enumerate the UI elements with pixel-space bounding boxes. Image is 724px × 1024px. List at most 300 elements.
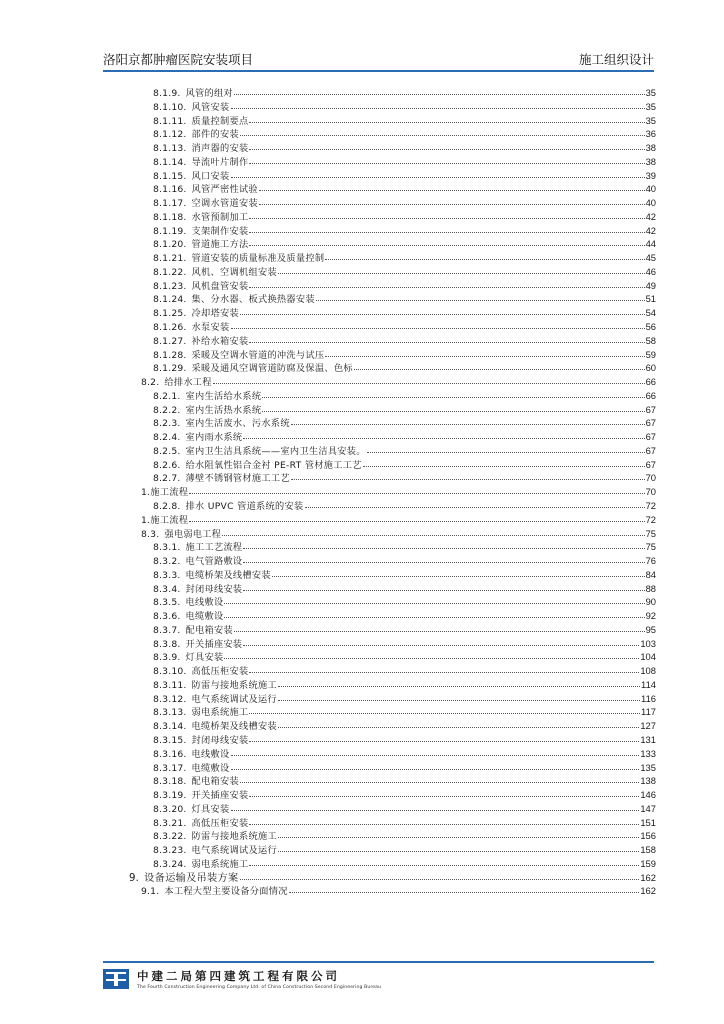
toc-entry-title: 电线敷设 — [191, 748, 230, 760]
toc-entry-title: 开关插座安装 — [185, 638, 243, 650]
toc-leader-dots — [243, 637, 639, 646]
toc-entry-page: 51 — [645, 293, 656, 305]
toc-leader-dots — [249, 237, 644, 246]
toc-entry[interactable] — [103, 458, 656, 472]
toc-entry-title: 风管严密性试验 — [191, 184, 258, 196]
company-name-block — [137, 968, 381, 990]
toc-entry-page: 133 — [640, 747, 656, 759]
toc-leader-dots — [278, 692, 640, 701]
toc-leader-dots — [213, 375, 645, 384]
toc-entry-page: 162 — [640, 871, 656, 883]
header-project-title: 洛阳京都肿瘤医院安装项目 — [103, 52, 254, 67]
toc-entry-number: 8.1.12. — [153, 129, 187, 141]
toc-entry-number: 8.2.3. — [153, 418, 181, 430]
toc-entry-title: 质量控制要点 — [191, 115, 249, 127]
toc-entry-number: 8.3. — [141, 528, 160, 540]
toc-entry[interactable] — [103, 623, 656, 637]
toc-entry-number: 8.3.24. — [153, 858, 187, 870]
toc-entry[interactable] — [103, 169, 656, 183]
toc-entry-page: 67 — [645, 431, 656, 443]
toc-entry-number: 8.3.13. — [153, 707, 187, 719]
toc-entry[interactable] — [103, 705, 656, 719]
toc-entry-title: 导流叶片制作 — [191, 156, 249, 168]
toc-entry-title: 薄壁不锈钢管材施工工艺 — [185, 473, 290, 485]
toc-entry[interactable] — [103, 375, 656, 389]
toc-entry-title: 电缆敷设 — [191, 762, 230, 774]
toc-leader-dots — [249, 816, 639, 825]
toc-leader-dots — [224, 595, 644, 604]
toc-entry-title: 封闭母线安装 — [191, 734, 249, 746]
page-footer — [103, 961, 654, 989]
toc-entry-title: 配电箱安装 — [191, 776, 239, 788]
toc-entry-number: 8.3.18. — [153, 776, 187, 788]
toc-entry[interactable] — [103, 416, 656, 430]
toc-leader-dots — [249, 733, 639, 742]
toc-entry-title: 风管安装 — [191, 101, 230, 113]
toc-entry[interactable] — [103, 664, 656, 678]
toc-entry-number: 8.3.3. — [153, 569, 181, 581]
toc-entry-number: 8.1.18. — [153, 211, 187, 223]
toc-entry-number: 8.1.20. — [153, 239, 187, 251]
toc-entry-title: 补给水箱安装 — [191, 335, 249, 347]
toc-leader-dots — [231, 747, 640, 756]
toc-entry[interactable] — [103, 609, 656, 623]
toc-entry-title: 排水 UPVC 管道系统的安装 — [185, 500, 304, 512]
toc-entry-page: 67 — [645, 403, 656, 415]
toc-entry-number: 8.1.10. — [153, 101, 187, 113]
toc-entry-title: 冷却塔安装 — [191, 308, 239, 320]
toc-entry[interactable] — [103, 100, 656, 114]
toc-entry-page: 35 — [645, 87, 656, 98]
toc-entry-number: 8.1.21. — [153, 253, 187, 265]
toc-entry-title: 电气管路敷设 — [185, 556, 243, 568]
toc-entry[interactable] — [103, 86, 656, 100]
company-logo-icon — [103, 969, 129, 989]
toc-leader-dots — [243, 540, 644, 549]
toc-entry-number: 8.1.11. — [153, 115, 187, 127]
toc-entry-number: 8.3.12. — [153, 693, 187, 705]
toc-entry[interactable] — [103, 678, 656, 692]
toc-entry-page: 88 — [645, 582, 656, 594]
toc-entry-title: 室内生活给水系统 — [185, 390, 262, 402]
toc-leader-dots — [367, 444, 645, 453]
toc-leader-dots — [278, 843, 639, 852]
toc-entry-page: 67 — [645, 417, 656, 429]
toc-entry-page: 158 — [640, 844, 656, 856]
toc-entry[interactable] — [103, 513, 656, 527]
toc-entry[interactable] — [103, 802, 656, 816]
toc-entry-page: 95 — [645, 623, 656, 635]
toc-entry-title: 灯具安装 — [185, 652, 224, 664]
toc-entry[interactable] — [103, 540, 656, 554]
toc-entry-title: 电气系统调试及运行 — [191, 693, 277, 705]
toc-entry[interactable] — [103, 430, 656, 444]
toc-leader-dots — [278, 829, 639, 838]
toc-entry-page: 44 — [645, 238, 656, 250]
toc-entry-title: 本工程大型主要设备分面情况 — [164, 886, 288, 898]
toc-leader-dots — [240, 306, 645, 315]
toc-entry[interactable] — [103, 595, 656, 609]
toc-leader-dots — [231, 761, 640, 770]
toc-entry[interactable] — [103, 719, 656, 733]
header-doc-title: 施工组织设计 — [578, 52, 654, 67]
toc-entry-page: 38 — [645, 155, 656, 167]
toc-entry-title: 强电弱电工程 — [164, 528, 222, 540]
toc-entry-page: 92 — [645, 610, 656, 622]
toc-entry[interactable] — [103, 265, 656, 279]
toc-entry-title: 给排水工程 — [164, 377, 212, 389]
toc-entry[interactable] — [103, 471, 656, 485]
toc-entry[interactable] — [103, 334, 656, 348]
toc-entry-title: 管道安装的质量标准及质量控制 — [191, 253, 325, 265]
toc-leader-dots — [222, 527, 644, 536]
toc-entry-number: 8.3.15. — [153, 734, 187, 746]
toc-entry-number: 8.2. — [141, 377, 160, 389]
toc-entry[interactable] — [103, 389, 656, 403]
toc-entry-number: 8.2.5. — [153, 445, 181, 457]
toc-entry-page: 76 — [645, 555, 656, 567]
toc-entry[interactable] — [103, 306, 656, 320]
toc-entry[interactable] — [103, 237, 656, 251]
toc-entry-number: 8.3.6. — [153, 611, 181, 623]
toc-entry[interactable] — [103, 182, 656, 196]
toc-entry-page: 70 — [645, 472, 656, 484]
toc-entry-number: 8.3.7. — [153, 624, 181, 636]
toc-entry[interactable] — [103, 114, 656, 128]
toc-leader-dots — [291, 471, 645, 480]
company-name-en: The Fourth Construction Engineering Company Ltd. of China Construction Second Engineering Bureau — [137, 985, 382, 990]
toc-entry-number: 8.3.19. — [153, 790, 187, 802]
toc-entry-number: 8.1.9. — [153, 88, 181, 99]
toc-entry[interactable] — [103, 816, 656, 830]
toc-entry-page: 39 — [645, 169, 656, 181]
toc-entry-number: 8.3.22. — [153, 831, 187, 843]
toc-entry-number: 8.3.5. — [153, 597, 181, 609]
toc-entry-title: 1.施工流程 — [141, 487, 189, 499]
toc-entry-number: 8.3.21. — [153, 817, 187, 829]
toc-entry-title: 室内雨水系统 — [185, 432, 243, 444]
toc-entry[interactable] — [103, 210, 656, 224]
toc-entry-number: 8.1.16. — [153, 184, 187, 196]
toc-entry-number: 8.3.16. — [153, 748, 187, 760]
toc-entry[interactable] — [103, 127, 656, 141]
company-name-cn: 中建二局第四建筑工程有限公司 — [137, 969, 340, 983]
toc-entry[interactable] — [103, 361, 656, 375]
toc-entry-title: 防雷与接地系统施工 — [191, 831, 277, 843]
toc-entry[interactable] — [103, 196, 656, 210]
toc-entry-number: 8.1.15. — [153, 170, 187, 182]
toc-entry-title: 室内生活热水系统 — [185, 404, 262, 416]
toc-entry-page: 66 — [645, 389, 656, 401]
toc-entry-number: 8.3.9. — [153, 652, 181, 664]
toc-entry-number: 8.3.11. — [153, 679, 187, 691]
toc-leader-dots — [289, 884, 640, 893]
toc-entry-title: 1.施工流程 — [141, 514, 189, 526]
toc-leader-dots — [249, 705, 640, 714]
toc-entry-page: 75 — [645, 541, 656, 553]
toc-entry-number: 8.1.29. — [153, 363, 187, 375]
toc-entry-number: 8.3.4. — [153, 583, 181, 595]
toc-entry-title: 支架制作安装 — [191, 225, 249, 237]
toc-entry-page: 84 — [645, 568, 656, 580]
toc-leader-dots — [234, 86, 645, 95]
toc-leader-dots — [262, 403, 644, 412]
toc-leader-dots — [249, 155, 644, 164]
toc-entry-number: 8.1.19. — [153, 225, 187, 237]
toc-leader-dots — [305, 499, 645, 508]
toc-entry-page: 104 — [640, 651, 656, 663]
toc-entry-title: 集、分水器、板式换热器安装 — [191, 294, 315, 306]
toc-entry-number: 8.2.6. — [153, 459, 181, 471]
toc-entry[interactable] — [103, 843, 656, 857]
toc-entry[interactable] — [103, 485, 656, 499]
toc-entry[interactable] — [103, 884, 656, 898]
toc-entry-page: 35 — [645, 114, 656, 126]
toc-entry-title: 高低压柜安装 — [191, 666, 249, 678]
toc-leader-dots — [325, 251, 644, 260]
toc-entry-page: 156 — [640, 830, 656, 842]
toc-entry-number: 8.3.14. — [153, 721, 187, 733]
toc-leader-dots — [291, 416, 645, 425]
toc-entry-title: 开关插座安装 — [191, 790, 249, 802]
toc-entry-page: 90 — [645, 596, 656, 608]
toc-entry-number: 9.1. — [141, 886, 160, 898]
toc-entry-title: 弱电系统施工 — [191, 858, 249, 870]
toc-leader-dots — [278, 719, 639, 728]
toc-entry-title: 高低压柜安装 — [191, 817, 249, 829]
toc-entry-title: 灯具安装 — [191, 803, 230, 815]
toc-entry[interactable] — [103, 403, 656, 417]
toc-leader-dots — [249, 664, 639, 673]
toc-entry-title: 设备运输及吊装方案 — [144, 872, 239, 884]
toc-entry-number: 8.2.2. — [153, 404, 181, 416]
toc-entry-title: 电线敷设 — [185, 597, 224, 609]
toc-leader-dots — [243, 554, 644, 563]
toc-entry-number: 8.3.8. — [153, 638, 181, 650]
toc-entry-title: 弱电系统施工 — [191, 707, 249, 719]
toc-entry[interactable] — [103, 224, 656, 238]
toc-entry-page: 59 — [645, 348, 656, 360]
toc-entry-page: 40 — [645, 183, 656, 195]
toc-entry-page: 49 — [645, 279, 656, 291]
toc-entry-title: 风机盘管安装 — [191, 280, 249, 292]
toc-entry[interactable] — [103, 857, 656, 871]
toc-entry-title: 电缆桥架及线槽安装 — [191, 721, 277, 733]
toc-entry-number: 8.1.28. — [153, 349, 187, 361]
toc-entry[interactable] — [103, 554, 656, 568]
toc-entry-title: 空调水管道安装 — [191, 198, 258, 210]
toc-entry-title: 施工工艺流程 — [185, 542, 243, 554]
toc-entry-page: 72 — [645, 499, 656, 511]
toc-entry-page: 56 — [645, 321, 656, 333]
toc-entry-page: 138 — [640, 775, 656, 787]
toc-entry-page: 60 — [645, 362, 656, 374]
toc-leader-dots — [249, 788, 639, 797]
toc-entry[interactable] — [103, 582, 656, 596]
toc-entry-title: 给水阻氧性铝合金衬 PE-RT 管材施工工艺 — [185, 459, 362, 471]
toc-entry-title: 消声器的安装 — [191, 143, 249, 155]
toc-entry-page: 42 — [645, 224, 656, 236]
toc-entry[interactable] — [103, 637, 656, 651]
toc-entry[interactable] — [103, 568, 656, 582]
toc-entry-title: 室内生活废水、污水系统 — [185, 418, 290, 430]
toc-entry[interactable] — [103, 650, 656, 664]
toc-entry-page: 159 — [640, 857, 656, 869]
toc-leader-dots — [243, 582, 644, 591]
toc-entry-title: 部件的安装 — [191, 129, 239, 141]
toc-entry-page: 36 — [645, 128, 656, 140]
toc-entry-page: 108 — [640, 665, 656, 677]
toc-entry-title: 电缆桥架及线槽安装 — [185, 569, 271, 581]
toc-entry-page: 103 — [640, 637, 656, 649]
toc-entry-number: 8.1.25. — [153, 308, 187, 320]
toc-entry-page: 70 — [645, 486, 656, 498]
toc-entry[interactable] — [103, 733, 656, 747]
toc-entry-page: 54 — [645, 307, 656, 319]
toc-entry-page: 116 — [641, 692, 656, 704]
toc-entry-title: 配电箱安装 — [185, 624, 233, 636]
toc-entry-page: 72 — [645, 513, 656, 525]
toc-entry-page: 75 — [645, 527, 656, 539]
toc-entry-number: 8.1.24. — [153, 294, 187, 306]
toc-entry-page: 67 — [645, 458, 656, 470]
toc-leader-dots — [278, 265, 645, 274]
toc-entry-title: 采暖及通风空调管道防腐及保温、色标 — [191, 363, 353, 375]
toc-leader-dots — [249, 279, 644, 288]
toc-leader-dots — [259, 196, 645, 205]
toc-entry-title: 电气系统调试及运行 — [191, 845, 277, 857]
toc-entry-title: 风机、空调机组安装 — [191, 266, 277, 278]
toc-entry-number: 8.1.17. — [153, 198, 187, 210]
toc-leader-dots — [189, 513, 644, 522]
toc-entry-page: 146 — [640, 789, 656, 801]
toc-entry-number: 8.3.1. — [153, 542, 181, 554]
toc-entry[interactable] — [103, 871, 656, 885]
toc-leader-dots — [240, 127, 645, 136]
toc-entry[interactable] — [103, 251, 656, 265]
toc-entry-number: 8.1.14. — [153, 156, 187, 168]
toc-entry-title: 管道施工方法 — [191, 239, 249, 251]
toc-leader-dots — [354, 361, 645, 370]
toc-entry-title: 水泵安装 — [191, 322, 230, 334]
toc-entry-number: 8.2.1. — [153, 390, 181, 402]
toc-leader-dots — [272, 568, 645, 577]
toc-entry[interactable] — [103, 761, 656, 775]
toc-entry-page: 40 — [645, 197, 656, 209]
toc-entry-page: 35 — [645, 100, 656, 112]
toc-entry-number: 8.1.23. — [153, 280, 187, 292]
toc-entry[interactable] — [103, 155, 656, 169]
toc-entry[interactable] — [103, 829, 656, 843]
toc-leader-dots — [249, 210, 644, 219]
toc-leader-dots — [231, 802, 640, 811]
toc-leader-dots — [189, 485, 644, 494]
toc-leader-dots — [243, 430, 644, 439]
toc-entry-page: 66 — [645, 376, 656, 388]
toc-leader-dots — [278, 678, 640, 687]
toc-entry-number: 8.3.2. — [153, 556, 181, 568]
toc-leader-dots — [249, 334, 644, 343]
toc-entry-title: 封闭母线安装 — [185, 583, 243, 595]
toc-leader-dots — [234, 623, 645, 632]
toc-entry[interactable] — [103, 292, 656, 306]
table-of-contents — [103, 86, 656, 898]
toc-entry-page: 117 — [641, 706, 656, 718]
toc-entry[interactable] — [103, 444, 656, 458]
toc-entry-number: 8.1.22. — [153, 266, 187, 278]
toc-leader-dots — [224, 650, 639, 659]
toc-entry-page: 38 — [645, 142, 656, 154]
toc-entry-page: 131 — [640, 733, 656, 745]
toc-entry-title: 电缆敷设 — [185, 611, 224, 623]
toc-leader-dots — [231, 100, 645, 109]
toc-entry-number: 8.3.23. — [153, 845, 187, 857]
toc-entry-number: 8.2.4. — [153, 432, 181, 444]
toc-entry-page: 127 — [640, 720, 656, 732]
toc-entry-title: 水管预制加工 — [191, 211, 249, 223]
toc-entry[interactable] — [103, 141, 656, 155]
toc-leader-dots — [224, 609, 644, 618]
toc-entry-page: 151 — [640, 816, 656, 828]
toc-leader-dots — [240, 871, 640, 880]
toc-leader-dots — [240, 774, 639, 783]
toc-entry-number: 8.2.7. — [153, 473, 181, 485]
toc-leader-dots — [231, 169, 645, 178]
toc-entry-page: 135 — [640, 761, 656, 773]
toc-entry-title: 风管的组对 — [185, 88, 233, 99]
toc-leader-dots — [231, 320, 645, 329]
toc-entry-page: 45 — [645, 252, 656, 264]
toc-leader-dots — [363, 458, 645, 467]
toc-leader-dots — [249, 224, 644, 233]
toc-entry-number: 8.3.17. — [153, 762, 187, 774]
toc-entry-page: 67 — [645, 444, 656, 456]
toc-entry[interactable] — [103, 499, 656, 513]
toc-leader-dots — [325, 348, 644, 357]
toc-entry[interactable] — [103, 279, 656, 293]
toc-entry[interactable] — [103, 774, 656, 788]
toc-entry-number: 8.1.26. — [153, 322, 187, 334]
toc-entry-page: 162 — [640, 885, 656, 897]
toc-entry[interactable] — [103, 788, 656, 802]
toc-entry[interactable] — [103, 527, 656, 541]
toc-entry-title: 防雷与接地系统施工 — [191, 679, 277, 691]
page-header — [103, 48, 654, 72]
toc-entry[interactable] — [103, 692, 656, 706]
toc-leader-dots — [249, 857, 639, 866]
toc-entry[interactable] — [103, 747, 656, 761]
toc-entry-page: 42 — [645, 210, 656, 222]
toc-entry-page: 58 — [645, 334, 656, 346]
toc-entry-number: 8.2.8. — [153, 500, 181, 512]
toc-entry-number: 8.3.20. — [153, 803, 187, 815]
toc-entry[interactable] — [103, 348, 656, 362]
toc-leader-dots — [259, 182, 645, 191]
toc-entry-number: 8.1.13. — [153, 143, 187, 155]
toc-entry-page: 147 — [640, 802, 656, 814]
toc-leader-dots — [262, 389, 644, 398]
toc-leader-dots — [249, 141, 644, 150]
toc-entry-page: 114 — [641, 678, 656, 690]
toc-entry-number: 8.1.27. — [153, 335, 187, 347]
toc-leader-dots — [249, 114, 644, 123]
toc-entry-title: 风口安装 — [191, 170, 230, 182]
toc-leader-dots — [316, 292, 645, 301]
toc-entry-page: 46 — [645, 265, 656, 277]
toc-entry-number: 9. — [129, 872, 140, 884]
toc-entry-title: 室内卫生洁具系统——室内卫生洁具安装。 — [185, 445, 366, 457]
toc-entry[interactable] — [103, 320, 656, 334]
